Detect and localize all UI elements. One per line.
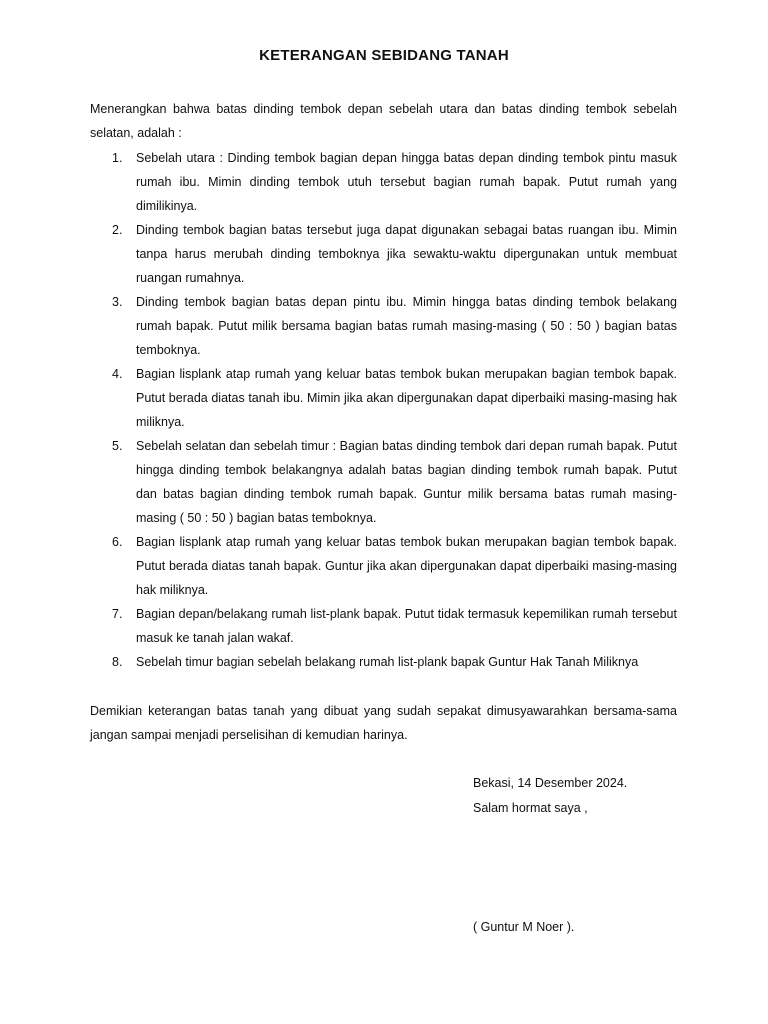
list-item-number: 2. [112,223,123,237]
list-item-number: 8. [112,655,123,669]
list-item [90,530,677,602]
boundary-list [90,146,677,674]
list-item [90,602,677,650]
list-item-number: 7. [112,607,123,621]
list-item-text: Dinding tembok bagian batas tersebut juga dapat digunakan sebagai batas ruangan ibu. Mimin tanpa harus merubah dinding temboknya jika sewaktu-waktu dipergunakan untuk membuat ruangan rumahnya. [136,223,677,285]
list-item-text: Dinding tembok bagian batas depan pintu ibu. Mimin hingga batas dinding tembok belakang rumah bapak. Putut milik bersama bagian batas rumah masing-masing ( 50 : 50 ) bagian batas temboknya. [136,295,677,357]
list-item-text: Bagian depan/belakang rumah list-plank bapak. Putut tidak termasuk kepemilikan rumah tersebut masuk ke tanah jalan wakaf. [136,607,677,645]
closing-paragraph: Demikian keterangan batas tanah yang dibuat yang sudah sepakat dimusyawarahkan bersama-sama jangan sampai menjadi perselisihan di kemudian harinya. [90,704,677,742]
list-item-number: 3. [112,295,123,309]
list-item [90,650,677,674]
list-item-number: 4. [112,367,123,381]
list-item-number: 6. [112,535,123,549]
list-item [90,290,677,362]
list-item [90,146,677,218]
document-title: KETERANGAN SEBIDANG TANAH [259,47,509,64]
list-item-text: Bagian lisplank atap rumah yang keluar batas tembok bukan merupakan bagian tembok bapak. Putut berada diatas tanah ibu. Mimin jika akan dipergunakan dapat diperbaiki masing-masing hak miliknya. [136,367,677,429]
signature-name: ( Guntur M Noer ). [473,920,575,934]
signature-greeting: Salam hormat saya , [473,801,588,815]
signature-place-date: Bekasi, 14 Desember 2024. [473,776,628,790]
list-item-number: 1. [112,151,123,165]
list-item-text: Sebelah timur bagian sebelah belakang rumah list-plank bapak Guntur Hak Tanah Miliknya [136,655,639,669]
list-item [90,362,677,434]
list-item-number: 5. [112,439,123,453]
list-item-text: Sebelah selatan dan sebelah timur : Bagian batas dinding tembok dari depan rumah bapak. Putut hingga dinding tembok belakangnya adalah batas bagian dinding tembok rumah bapak. Putut dan batas bagian dinding tembok rumah bapak. Guntur milik bersama batas rumah masing-masing ( 50 : 50 ) bagian batas temboknya. [136,439,677,525]
list-item [90,434,677,530]
list-item-text: Bagian lisplank atap rumah yang keluar batas tembok bukan merupakan bagian tembok bapak. Putut berada diatas tanah bapak. Guntur jika akan dipergunakan dapat diperbaiki masing-masing hak miliknya. [136,535,677,597]
intro-paragraph: Menerangkan bahwa batas dinding tembok depan sebelah utara dan batas dinding tembok sebelah selatan, adalah : [90,102,677,140]
list-item [90,218,677,290]
list-item-text: Sebelah utara : Dinding tembok bagian depan hingga batas depan dinding tembok pintu masuk rumah ibu. Mimin dinding tembok utuh tersebut bagian rumah bapak. Putut rumah yang dimilikinya. [136,151,677,213]
